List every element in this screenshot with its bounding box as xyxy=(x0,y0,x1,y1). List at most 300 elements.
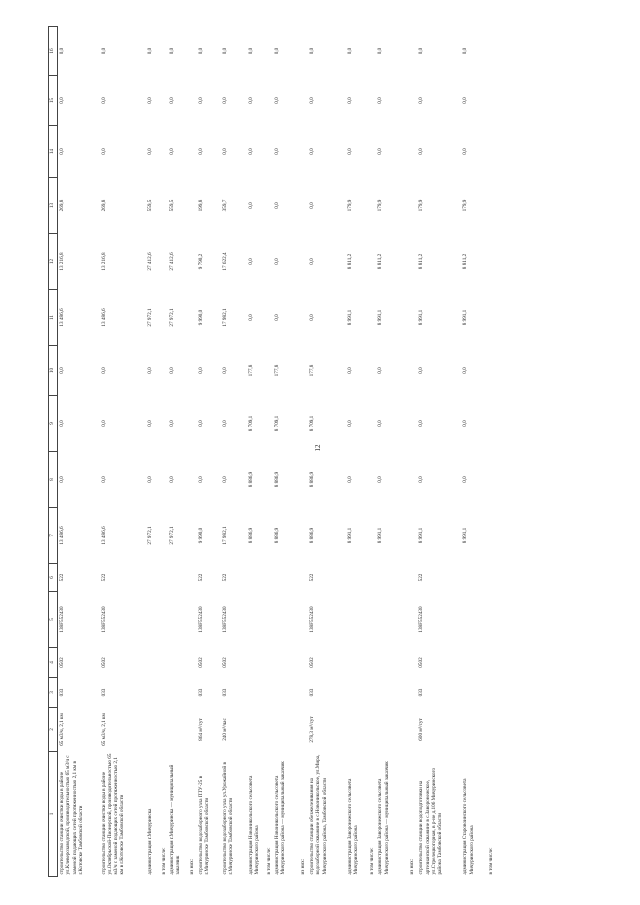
table-cell-c15: 0,0 xyxy=(59,97,65,104)
table-cell-c6: 522 xyxy=(418,573,425,582)
table-cell-c8: 0,0 xyxy=(418,476,425,483)
table-cell-c16 xyxy=(368,27,376,76)
table-cell-c7: 27 972,1 xyxy=(168,526,175,545)
table-cell-c12: 8 811,2 xyxy=(418,253,425,270)
column-number-16: 16 xyxy=(49,27,58,76)
table-cell-c10 xyxy=(368,346,376,396)
budget-table xyxy=(48,26,496,877)
table-cell-c7: 13 486,6 xyxy=(59,526,65,545)
table-cell-c11: 0,0 xyxy=(309,314,316,321)
table-cell-cap xyxy=(461,708,487,752)
row-name-cell: в том числе: xyxy=(488,847,495,875)
table-cell-cap xyxy=(408,708,417,752)
table-cell-c4 xyxy=(273,648,299,678)
table-cell-c3 xyxy=(299,678,308,708)
table-cell-c14: 0,0 xyxy=(347,148,354,155)
table-cell-c3: 033 xyxy=(100,688,107,697)
row-name-cell: из них: xyxy=(409,858,416,875)
table-cell-c16 xyxy=(188,27,197,76)
table-cell-c15 xyxy=(265,76,273,126)
table-cell-c4 xyxy=(168,648,188,678)
table-cell-c13 xyxy=(265,178,273,234)
table-cell-c7 xyxy=(265,508,273,564)
row-name-cell: администрация Новоникольского сельсовета Мичуринского района — муниципальный заказчик xyxy=(274,761,287,875)
table-cell-c13 xyxy=(487,178,496,234)
table-cell-c4 xyxy=(160,648,168,678)
column-number-1: 1 xyxy=(49,752,58,877)
column-number-2: 2 xyxy=(49,708,58,752)
table-cell-c5 xyxy=(487,592,496,648)
table-cell-c8: 0,0 xyxy=(197,476,204,483)
table-cell-c7: 9 990,0 xyxy=(197,527,204,544)
table-cell-c16: 0,0 xyxy=(221,47,228,55)
column-number-6: 6 xyxy=(49,564,58,592)
table-row xyxy=(368,27,376,877)
table-cell-c11 xyxy=(368,290,376,346)
table-cell-c16: 0,0 xyxy=(197,47,204,55)
table-cell-cap: 65 м3/ч, 2,1 км xyxy=(100,713,107,746)
table-cell-c7: 8 886,9 xyxy=(247,527,254,544)
table-cell-c14: 0,0 xyxy=(309,148,316,155)
table-cell-c7 xyxy=(487,508,496,564)
table-cell-c6 xyxy=(160,564,168,592)
table-cell-c3 xyxy=(247,678,265,708)
budget-table-sheet xyxy=(48,27,588,877)
table-cell-c8: 0,0 xyxy=(347,476,354,483)
table-cell-c9: 0,0 xyxy=(59,420,65,427)
table-cell-cap xyxy=(273,708,299,752)
table-cell-c9: 0,0 xyxy=(168,420,175,427)
table-cell-c7: 27 972,1 xyxy=(146,526,153,545)
table-cell-c6: 522 xyxy=(100,573,107,582)
table-cell-c9: 0,0 xyxy=(221,420,228,427)
table-cell-c7: 8 991,1 xyxy=(347,527,354,544)
table-cell-c11: 0,0 xyxy=(247,314,254,321)
table-cell-c5: 138F552430 xyxy=(309,606,316,633)
table-cell-c6 xyxy=(376,564,408,592)
table-cell-cap xyxy=(265,708,273,752)
table-cell-c8 xyxy=(368,452,376,508)
table-cell-c8 xyxy=(265,452,273,508)
table-cell-c13: 359,7 xyxy=(221,199,228,212)
table-cell-c3 xyxy=(461,678,487,708)
table-cell-cap xyxy=(376,708,408,752)
table-cell-c7: 8 886,9 xyxy=(274,527,281,544)
table-cell-c12: 8 811,2 xyxy=(377,253,384,270)
table-cell-c9: 0,0 xyxy=(146,420,153,427)
table-cell-cap: 278,3 м³/сут xyxy=(309,716,316,743)
row-name-cell: администрация г.Мичуринска — муниципальный заказчик xyxy=(168,764,182,875)
table-cell-c6: 522 xyxy=(197,573,204,582)
table-row xyxy=(308,27,346,877)
table-cell-c8 xyxy=(160,452,168,508)
table-cell-c13: 269,8 xyxy=(59,199,65,212)
table-cell-c10: 177,8 xyxy=(309,364,316,377)
table-cell-c11: 27 972,1 xyxy=(146,308,153,327)
table-cell-c9 xyxy=(299,396,308,452)
table-cell-c10: 177,8 xyxy=(247,364,254,377)
table-cell-c16 xyxy=(408,27,417,76)
table-cell-c9: 0,0 xyxy=(377,420,384,427)
table-cell-c16: 0,0 xyxy=(59,47,65,55)
table-cell-c9 xyxy=(368,396,376,452)
table-cell-cap: 864 м³/сут xyxy=(197,718,204,741)
table-cell-cap xyxy=(160,708,168,752)
table-cell-c5 xyxy=(368,592,376,648)
row-name-cell: администрация Заворонежского сельсовета Мичуринского района xyxy=(347,778,360,875)
table-cell-c14: 0,0 xyxy=(59,148,65,155)
table-cell-c16 xyxy=(265,27,273,76)
table-cell-c8: 0,0 xyxy=(146,476,153,483)
table-cell-c14 xyxy=(408,126,417,178)
table-cell-c4 xyxy=(376,648,408,678)
table-cell-c16: 0,0 xyxy=(146,47,153,55)
table-cell-c10: 0,0 xyxy=(168,367,175,374)
table-cell-c12: 27 412,6 xyxy=(146,252,153,271)
table-cell-c14 xyxy=(368,126,376,178)
table-cell-c3: 033 xyxy=(221,688,228,697)
table-cell-c14: 0,0 xyxy=(274,148,281,155)
row-name-cell: строительство станции водоподготовки на артезианской скважине в с.Заворонежское, ул.Стрелецкогорная, в р-не д.106 Мичуринского района Тамбовской области xyxy=(418,767,444,875)
table-cell-c6 xyxy=(265,564,273,592)
table-cell-c8: 0,0 xyxy=(462,476,469,483)
row-name-cell: администрация г.Мичуринска xyxy=(146,808,153,875)
table-cell-c7: 8 991,1 xyxy=(377,527,384,544)
table-cell-c15: 0,0 xyxy=(377,97,384,104)
table-cell-c7 xyxy=(188,508,197,564)
table-cell-c15: 0,0 xyxy=(462,97,469,104)
table-cell-c3 xyxy=(346,678,368,708)
table-cell-c5 xyxy=(273,592,299,648)
column-number-5: 5 xyxy=(49,592,58,648)
table-cell-c11 xyxy=(487,290,496,346)
table-row xyxy=(376,27,408,877)
table-cell-c5: 138F552430 xyxy=(221,606,228,633)
table-row xyxy=(346,27,368,877)
table-cell-c13 xyxy=(160,178,168,234)
table-cell-c5 xyxy=(146,592,160,648)
table-cell-c9: 0,0 xyxy=(418,420,425,427)
table-cell-c7: 13 486,6 xyxy=(100,526,107,545)
table-cell-c8 xyxy=(188,452,197,508)
table-cell-c11: 27 972,1 xyxy=(168,308,175,327)
table-cell-cap xyxy=(368,708,376,752)
table-cell-c16: 0,0 xyxy=(418,47,425,55)
table-cell-c12 xyxy=(487,234,496,290)
table-cell-cap xyxy=(146,708,160,752)
table-cell-c13: 269,8 xyxy=(100,199,107,212)
table-cell-c4 xyxy=(188,648,197,678)
table-cell-c16: 0,0 xyxy=(347,47,354,55)
table-cell-c3: 033 xyxy=(59,688,65,697)
table-cell-c3 xyxy=(265,678,273,708)
table-cell-c16: 0,0 xyxy=(168,47,175,55)
table-cell-c15: 0,0 xyxy=(309,97,316,104)
table-row xyxy=(247,27,265,877)
column-number-14: 14 xyxy=(49,126,58,178)
table-cell-c6: 522 xyxy=(59,573,65,582)
table-cell-c4: 0502 xyxy=(418,657,425,668)
table-cell-c12: 8 811,2 xyxy=(462,253,469,270)
table-cell-c8: 0,0 xyxy=(59,476,65,483)
table-row xyxy=(146,27,160,877)
column-number-7: 7 xyxy=(49,508,58,564)
table-cell-c11: 8 991,1 xyxy=(462,309,469,326)
table-cell-c10: 0,0 xyxy=(221,367,228,374)
table-cell-c8: 0,0 xyxy=(168,476,175,483)
table-cell-c10: 177,8 xyxy=(274,364,281,377)
table-cell-c7: 8 886,9 xyxy=(309,527,316,544)
page-number-text: 12 xyxy=(314,444,322,452)
table-cell-c14 xyxy=(487,126,496,178)
table-cell-c8 xyxy=(299,452,308,508)
table-cell-c5 xyxy=(168,592,188,648)
table-cell-c16: 0,0 xyxy=(247,47,254,55)
table-cell-c6 xyxy=(408,564,417,592)
table-row xyxy=(461,27,487,877)
table-cell-c15: 0,0 xyxy=(168,97,175,104)
table-cell-c13: 0,0 xyxy=(274,202,281,209)
table-cell-c7 xyxy=(368,508,376,564)
row-name-cell: строительство водозаборного узла ПТУ-25 в г.Мичуринске Тамбовской области xyxy=(197,775,211,875)
table-cell-c11: 13 486,6 xyxy=(100,308,107,327)
table-cell-c13: 0,0 xyxy=(309,202,316,209)
row-name-cell: строительство станции очистки воды в районе ул.Клеверозаводской, производительностью 65 м3/ч с заменой подающих сетей протяженностью 2,1 км в г.Котовске Тамбовской области xyxy=(59,755,84,875)
table-cell-c11: 17 982,1 xyxy=(221,308,228,327)
table-cell-c4: 0502 xyxy=(100,657,107,668)
table-cell-c6 xyxy=(487,564,496,592)
table-cell-c12: 17 622,4 xyxy=(221,252,228,271)
table-cell-c14 xyxy=(188,126,197,178)
table-cell-c9: 0,0 xyxy=(462,420,469,427)
table-cell-c8: 8 886,9 xyxy=(309,471,316,488)
table-cell-c4 xyxy=(368,648,376,678)
table-cell-cap: 600 м³/сут xyxy=(418,718,425,741)
table-cell-c5 xyxy=(299,592,308,648)
row-name-cell: в том числе: xyxy=(265,847,272,875)
table-cell-c6 xyxy=(368,564,376,592)
table-cell-c9 xyxy=(188,396,197,452)
table-cell-c12: 8 811,2 xyxy=(347,253,354,270)
table-cell-c11: 8 991,1 xyxy=(347,309,354,326)
table-cell-c5 xyxy=(376,592,408,648)
table-cell-c11 xyxy=(188,290,197,346)
column-number-9: 9 xyxy=(49,396,58,452)
table-cell-cap xyxy=(188,708,197,752)
table-cell-c13: 179,9 xyxy=(347,199,354,212)
table-cell-cap: 65 м3/ч, 2,1 км xyxy=(59,713,65,746)
table-cell-c12: 0,0 xyxy=(274,258,281,265)
table-cell-c6 xyxy=(273,564,299,592)
table-cell-c9: 8 709,1 xyxy=(274,415,281,432)
table-cell-c7: 17 982,1 xyxy=(221,526,228,545)
table-cell-c5 xyxy=(188,592,197,648)
table-cell-c6: 522 xyxy=(221,573,228,582)
table-cell-c13: 179,9 xyxy=(377,199,384,212)
table-cell-c3 xyxy=(273,678,299,708)
table-cell-c8 xyxy=(408,452,417,508)
table-cell-c13: 179,9 xyxy=(462,199,469,212)
table-row xyxy=(160,27,168,877)
table-cell-c11 xyxy=(265,290,273,346)
table-cell-c5 xyxy=(265,592,273,648)
table-cell-c15 xyxy=(368,76,376,126)
table-cell-c4 xyxy=(265,648,273,678)
table-cell-c5: 138F552430 xyxy=(59,606,65,633)
column-number-8: 8 xyxy=(49,452,58,508)
table-body xyxy=(58,27,497,877)
table-cell-c10 xyxy=(408,346,417,396)
table-cell-c12: 27 412,6 xyxy=(168,252,175,271)
table-cell-c5 xyxy=(408,592,417,648)
table-cell-c15: 0,0 xyxy=(418,97,425,104)
table-row xyxy=(265,27,273,877)
table-cell-c15: 0,0 xyxy=(221,97,228,104)
table-cell-c11: 13 486,6 xyxy=(59,308,65,327)
table-cell-cap: 240 м³/час xyxy=(221,718,228,741)
table-cell-c4: 0502 xyxy=(309,657,316,668)
column-number-15: 15 xyxy=(49,76,58,126)
table-cell-c6 xyxy=(299,564,308,592)
table-cell-c10: 0,0 xyxy=(418,367,425,374)
table-row xyxy=(168,27,188,877)
table-cell-c12 xyxy=(299,234,308,290)
table-cell-c16: 0,0 xyxy=(274,47,281,55)
table-cell-c10: 0,0 xyxy=(462,367,469,374)
table-cell-c3 xyxy=(487,678,496,708)
table-cell-c13 xyxy=(368,178,376,234)
column-number-10: 10 xyxy=(49,346,58,396)
table-cell-c5: 138F552430 xyxy=(418,606,425,633)
table-cell-c12 xyxy=(188,234,197,290)
row-name-cell: администрация Старовоинского сельсовета Мичуринского района xyxy=(462,778,475,875)
table-row xyxy=(487,27,496,877)
row-name-cell: в том числе: xyxy=(369,847,376,875)
table-cell-c3 xyxy=(188,678,197,708)
table-cell-c4 xyxy=(146,648,160,678)
table-row xyxy=(188,27,197,877)
table-cell-c6 xyxy=(346,564,368,592)
table-cell-c15 xyxy=(408,76,417,126)
table-header xyxy=(49,27,58,877)
table-cell-c4: 0502 xyxy=(59,657,65,668)
table-cell-c8: 8 886,9 xyxy=(274,471,281,488)
table-cell-c12: 13 216,8 xyxy=(59,252,65,271)
table-cell-c13 xyxy=(299,178,308,234)
table-cell-cap xyxy=(247,708,265,752)
table-cell-c10 xyxy=(265,346,273,396)
table-cell-c4: 0502 xyxy=(197,657,204,668)
table-cell-c10: 0,0 xyxy=(100,367,107,374)
table-cell-c12: 9 790,2 xyxy=(197,253,204,270)
table-cell-c15: 0,0 xyxy=(347,97,354,104)
table-cell-c4 xyxy=(299,648,308,678)
table-cell-c16: 0,0 xyxy=(377,47,384,55)
column-number-12: 12 xyxy=(49,234,58,290)
table-cell-c15: 0,0 xyxy=(197,97,204,104)
table-cell-c11 xyxy=(160,290,168,346)
table-cell-c3 xyxy=(408,678,417,708)
table-cell-c11: 9 990,0 xyxy=(197,309,204,326)
table-cell-c13: 199,8 xyxy=(197,199,204,212)
row-name-cell: администрация Новоникольского сельсовета Мичуринского района xyxy=(247,775,261,875)
table-cell-c10 xyxy=(160,346,168,396)
table-cell-c10: 0,0 xyxy=(377,367,384,374)
table-cell-c12 xyxy=(160,234,168,290)
column-number-4: 4 xyxy=(49,648,58,678)
table-cell-c7: 8 991,1 xyxy=(418,527,425,544)
column-number-13: 13 xyxy=(49,178,58,234)
table-cell-c12: 0,0 xyxy=(309,258,316,265)
table-cell-c3 xyxy=(168,678,188,708)
table-cell-c15 xyxy=(299,76,308,126)
table-row xyxy=(221,27,247,877)
table-cell-c6 xyxy=(247,564,265,592)
table-row xyxy=(408,27,417,877)
table-cell-cap xyxy=(168,708,188,752)
table-cell-c4 xyxy=(247,648,265,678)
table-cell-c16: 0,0 xyxy=(309,47,316,55)
table-cell-c15: 0,0 xyxy=(146,97,153,104)
table-cell-c13: 559,5 xyxy=(168,199,175,212)
table-cell-c12: 0,0 xyxy=(247,258,254,265)
table-cell-cap xyxy=(487,708,496,752)
table-cell-c3: 033 xyxy=(197,688,204,697)
table-cell-c10: 0,0 xyxy=(197,367,204,374)
table-cell-c5 xyxy=(247,592,265,648)
table-cell-c7: 8 991,1 xyxy=(462,527,469,544)
table-cell-c3 xyxy=(376,678,408,708)
table-cell-c10: 0,0 xyxy=(146,367,153,374)
row-name-cell: из них: xyxy=(300,858,307,875)
table-cell-c11: 0,0 xyxy=(274,314,281,321)
table-cell-c4 xyxy=(346,648,368,678)
table-row xyxy=(100,27,146,877)
table-cell-c10 xyxy=(188,346,197,396)
table-cell-c13: 0,0 xyxy=(247,202,254,209)
table-cell-c15: 0,0 xyxy=(274,97,281,104)
table-cell-c10 xyxy=(487,346,496,396)
table-cell-c8 xyxy=(487,452,496,508)
table-cell-c9: 0,0 xyxy=(347,420,354,427)
table-cell-c9 xyxy=(408,396,417,452)
table-cell-c12 xyxy=(408,234,417,290)
table-cell-c11 xyxy=(408,290,417,346)
table-cell-c16 xyxy=(487,27,496,76)
row-name-cell: строительство водозаборного узла ул.Урожайной в г.Мичуринске Тамбовской области xyxy=(221,762,235,875)
table-row xyxy=(417,27,461,877)
row-name-cell: строительство станции обезжелезивания на водозаборной скважине в с.Новоникольское, ул.Мира, Мичуринского района, Тамбовской области xyxy=(309,754,328,875)
row-name-cell: строительство станции очистки воды в районе ул.Октябрьской-Пионерской, производительностью 65 м3/ч с заменой подающих сетей протяженностью 2,1 км в г.Котовске Тамбовской области xyxy=(100,753,126,875)
table-cell-c7 xyxy=(299,508,308,564)
table-cell-c15: 0,0 xyxy=(100,97,107,104)
table-cell-c14: 0,0 xyxy=(377,148,384,155)
table-cell-c3 xyxy=(160,678,168,708)
table-cell-c7 xyxy=(160,508,168,564)
table-cell-c13 xyxy=(408,178,417,234)
table-cell-c10 xyxy=(299,346,308,396)
table-cell-c12 xyxy=(265,234,273,290)
table-cell-c9: 0,0 xyxy=(197,420,204,427)
table-cell-c11: 8 991,1 xyxy=(377,309,384,326)
table-cell-c3 xyxy=(368,678,376,708)
table-cell-c14 xyxy=(299,126,308,178)
table-row xyxy=(197,27,221,877)
table-cell-c12: 13 216,8 xyxy=(100,252,107,271)
table-cell-c14: 0,0 xyxy=(462,148,469,155)
table-cell-cap xyxy=(299,708,308,752)
table-cell-c15: 0,0 xyxy=(247,97,254,104)
